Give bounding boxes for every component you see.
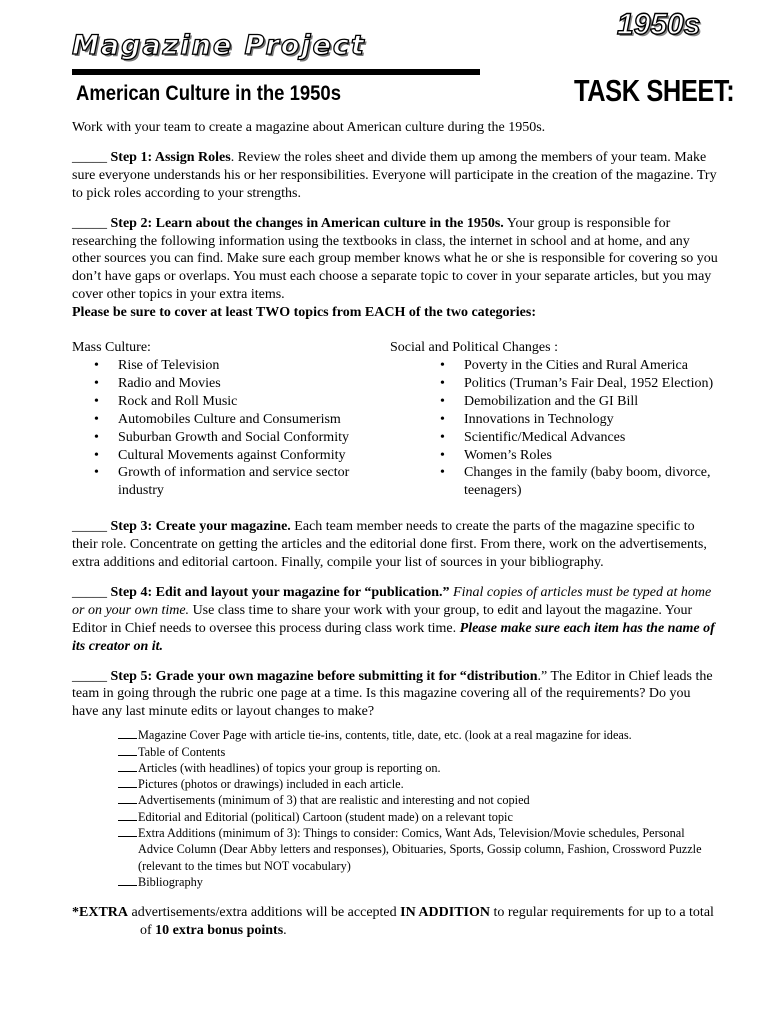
step-2-title: Step 2: Learn about the changes in American culture in the 1950s. [110, 215, 504, 231]
step-1 [72, 149, 720, 203]
step-2 [72, 215, 720, 305]
checklist-blank [118, 727, 137, 739]
page-subtitle: American Culture in the 1950s [76, 82, 341, 105]
checklist-item: Bibliography [118, 874, 720, 890]
checklist-blank [118, 792, 137, 804]
step-5-title: Step 5: Grade your own magazine before submitting it for “distribution [110, 668, 538, 684]
step-4 [72, 584, 720, 656]
step-3-text: Each team member needs to create the parts of the magazine specific to their role. Concentrate on getting the articles and the editorial done first. From there, work on the advertisements, extra additions and editorial cartoon. Finally, compile your list of sources in your bibliography. [72, 519, 707, 571]
social-political-list [390, 357, 720, 500]
step-4-text: Use class time to share your work with your group, to edit and layout the magazine. Your Editor in Chief needs to oversee this process during class work time. [72, 602, 693, 636]
step-5 [72, 668, 720, 722]
checklist-blank [118, 874, 137, 886]
list-item: • Innovations in Technology [464, 411, 720, 429]
list-item: • Politics (Truman’s Fair Deal, 1952 Election) [464, 375, 720, 393]
checklist-item: Editorial and Editorial (political) Cartoon (student made) on a relevant topic [118, 809, 720, 825]
list-item: • Demobilization and the GI Bill [464, 393, 720, 411]
document-body [72, 119, 720, 940]
checklist-item: Advertisements (minimum of 3) that are realistic and interesting and not copied [118, 792, 720, 808]
mass-culture-heading: Mass Culture: [72, 340, 151, 356]
checklist-item: Magazine Cover Page with article tie-ins, contents, title, date, etc. (look at a real magazine for ideas. [118, 727, 720, 743]
step-5-text: .” The Editor in Chief leads the team in going through the rubric one page at a time. Is this magazine covering all of the requirements? Do you have any last minute edits or layout changes to make? [72, 668, 713, 720]
list-item: • Women’s Roles [464, 447, 720, 465]
requirements-checklist [118, 727, 720, 890]
extra-credit-note: *EXTRA advertisements/extra additions will be accepted IN ADDITION to regular requirements for up to a total of 10 extra bonus points. [72, 905, 714, 939]
step-4-emphasis: Please make sure each item has the name of its creator on it. [72, 620, 715, 654]
list-item: • Rock and Roll Music [118, 393, 390, 411]
checklist-item: Extra Additions (minimum of 3): Things to consider: Comics, Want Ads, Television/Movie schedules, Personal Advice Column (Dear Abby letters and responses), Obituaries, Sports, Gossip column, Fashion, Crossword Puzzle (relevant to the times but NOT vocabulary) [118, 825, 720, 874]
list-item: • Poverty in the Cities and Rural America [464, 357, 720, 375]
checklist-item: Table of Contents [118, 744, 720, 760]
mass-culture-column [72, 339, 390, 500]
social-political-heading: Social and Political Changes : [390, 340, 558, 356]
title-underline [72, 69, 480, 75]
list-item: • Automobiles Culture and Consumerism [118, 411, 390, 429]
list-item: • Radio and Movies [118, 375, 390, 393]
intro-paragraph: Work with your team to create a magazine about American culture during the 1950s. [72, 120, 546, 135]
step-1-title: Step 1: Assign Roles [110, 149, 231, 165]
step-4-blank: _____ [72, 584, 107, 600]
step-3 [72, 518, 720, 572]
task-sheet-heading: TASK SHEET: [574, 73, 735, 108]
extra-prefix: *EXTRA [72, 905, 129, 921]
year-badge: 1950s [617, 8, 701, 41]
checklist-blank [118, 744, 137, 756]
list-item: • Changes in the family (baby boom, divorce, teenagers) [464, 464, 720, 500]
list-item: • Suburban Growth and Social Conformity [118, 429, 390, 447]
checklist-blank [118, 760, 137, 772]
step-3-title: Step 3: Create your magazine. [110, 519, 291, 535]
list-item: • Growth of information and service sector industry [118, 464, 390, 500]
list-item: • Rise of Television [118, 357, 390, 375]
step-5-blank: _____ [72, 668, 107, 684]
step-2-blank: _____ [72, 215, 107, 231]
step-4-title: Step 4: Edit and layout your magazine for “publication.” [110, 584, 450, 600]
checklist-blank [118, 825, 137, 837]
step-1-blank: _____ [72, 149, 107, 165]
topic-columns [72, 339, 720, 500]
magazine-project-title: Magazine Project [72, 30, 366, 61]
list-item: • Scientific/Medical Advances [464, 429, 720, 447]
checklist-blank [118, 809, 137, 821]
checklist-item: Pictures (photos or drawings) included in each article. [118, 776, 720, 792]
social-political-column [390, 339, 720, 500]
checklist-item: Articles (with headlines) of topics your group is reporting on. [118, 760, 720, 776]
step-2-note: Please be sure to cover at least TWO topics from EACH of the two categories: [72, 305, 536, 321]
checklist-blank [118, 776, 137, 788]
mass-culture-list [72, 357, 390, 500]
list-item: • Cultural Movements against Conformity [118, 447, 390, 465]
step-1-text: . Review the roles sheet and divide them up among the members of your team. Make sure everyone understands his or her responsibilities. Everyone will participate in the creation of the magazine. Try to pick roles according to your strengths. [72, 149, 717, 201]
step-3-blank: _____ [72, 519, 107, 535]
step-2-text: Your group is responsible for researching the following information using the textbooks in class, the internet in school and at home, and any other sources you can find. Make sure each group member knows what he or she is responsible for covering so you don’t have gaps or overlaps. You must each choose a separate topic to cover in your separate articles, but you may cover other topics in your extra items. [72, 215, 718, 303]
step-4-italic-text: Final copies of articles must be typed at home or on your own time. [72, 584, 712, 618]
